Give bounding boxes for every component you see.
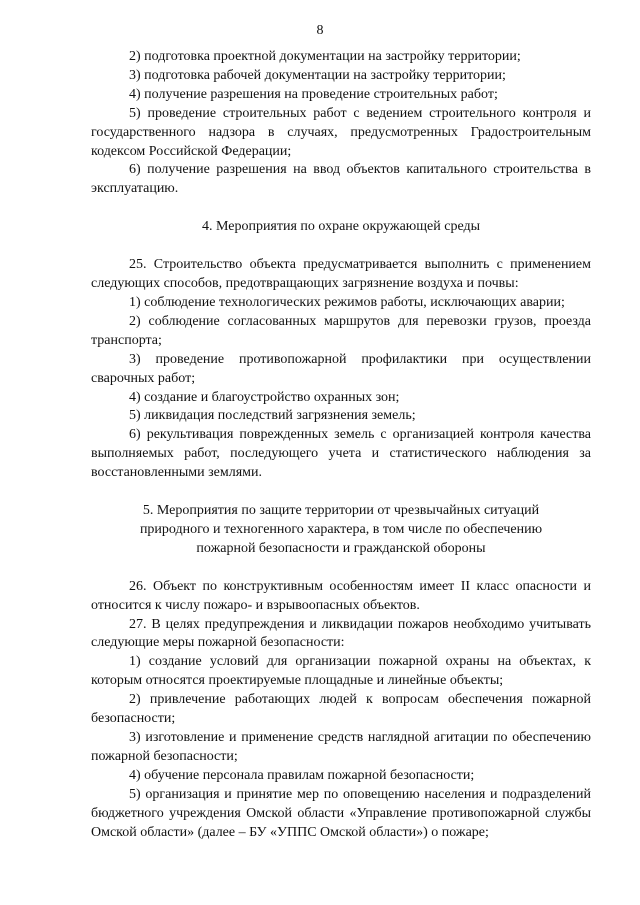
list-item: 3) проведение противопожарной профилактики при осуществлении сварочных работ; (91, 351, 591, 386)
list-item: 2) соблюдение согласованных маршрутов для перевозки грузов, проезда транспорта; (91, 313, 591, 348)
list-item: 6) рекультивация поврежденных земель с организацией контроля качества выполняемых работ, последующего учета и статистического наблюдения за восстановленными землями. (91, 427, 591, 481)
list-item: 5) организация и принятие мер по оповещению населения и подразделений бюджетного учреждения Омской области «Управление противопожарной службы Омской области» (далее – БУ «УППС Омской области») о пожаре; (91, 786, 591, 840)
list-item: 1) соблюдение технологических режимов работы, исключающих аварии; (129, 294, 565, 310)
list-item: 4) обучение персонала правилам пожарной безопасности; (129, 767, 475, 783)
list-item: 2) привлечение работающих людей к вопросам обеспечения пожарной безопасности; (91, 692, 591, 727)
list-item: 3) изготовление и применение средств наглядной агитации по обеспечению пожарной безопасности; (91, 730, 591, 764)
paragraph: 27. В целях предупреждения и ликвидации пожаров необходимо учитывать следующие меры пожарной безопасности: (91, 616, 591, 651)
document-body (91, 48, 591, 842)
list-item: 4) создание и благоустройство охранных зон; (129, 389, 400, 405)
paragraph: 26. Объект по конструктивным особенностям имеет II класс опасности и относится к числу пожаро- и взрывоопасных объектов. (91, 578, 591, 613)
list-item: 5) ликвидация последствий загрязнения земель; (129, 408, 416, 424)
list-item: 6) получение разрешения на ввод объектов капитального строительства в эксплуатацию. (91, 162, 591, 197)
section-heading-emergency (91, 502, 591, 559)
heading-line: 5. Мероприятия по защите территории от чрезвычайных ситуаций (142, 503, 540, 519)
heading-line: природного и техногенного характера, в том числе по обеспечению (139, 521, 543, 537)
section-heading-environment: 4. Мероприятия по охране окружающей среды (201, 219, 481, 235)
list-item: 3) подготовка рабочей документации на застройку территории; (129, 67, 506, 83)
paragraph: 25. Строительство объекта предусматривается выполнить с применением следующих способов, предотвращающих загрязнение воздуха и почвы: (91, 257, 591, 292)
list-item: 2) подготовка проектной документации на застройку территории; (129, 49, 521, 64)
list-item: 5) проведение строительных работ с ведением строительного контроля и государственного надзора в случаях, предусмотренных Градостроительным кодексом Российской Федерации; (91, 105, 591, 159)
list-item: 4) получение разрешения на проведение строительных работ; (129, 86, 498, 102)
heading-line: пожарной безопасности и гражданской обороны (196, 540, 486, 556)
page-number: 8 (316, 23, 324, 38)
list-item: 1) создание условий для организации пожарной охраны на объектах, к которым относятся проектируемые площадные и линейные объекты; (91, 654, 591, 689)
